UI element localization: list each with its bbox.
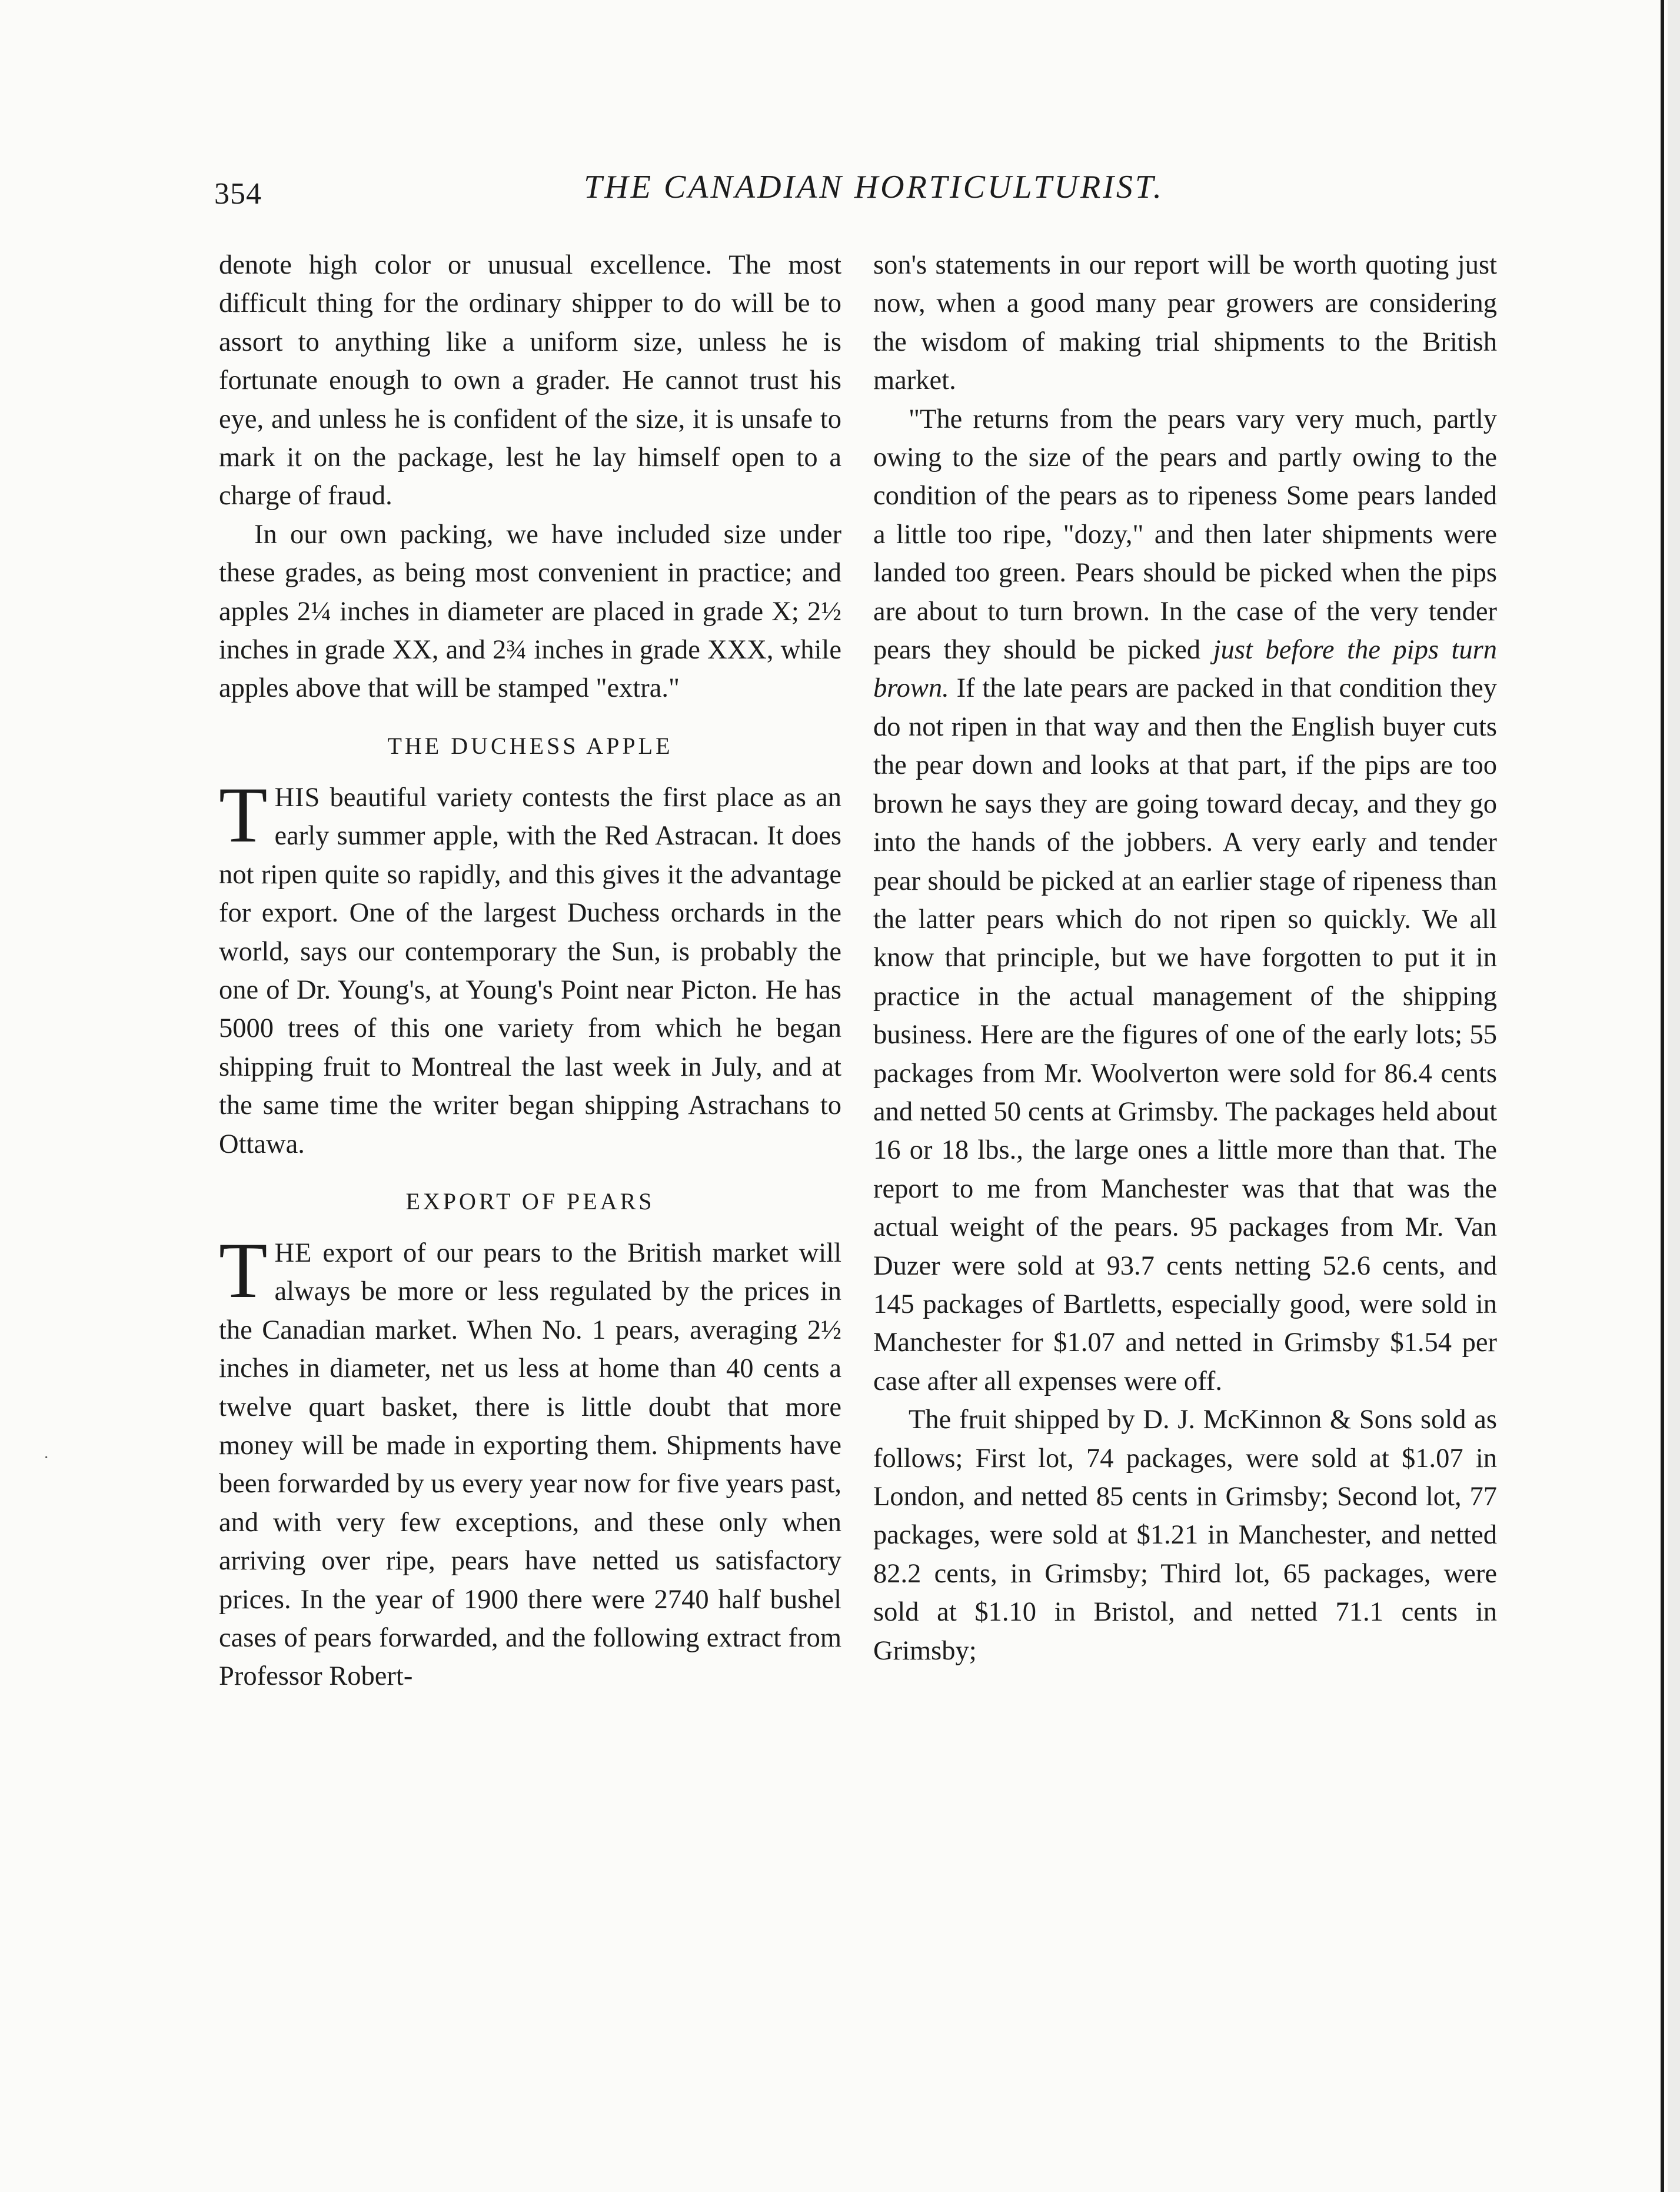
drop-cap: T	[219, 1226, 268, 1315]
paragraph: In our own packing, we have included size under these grades, as being most convenient in practice; and apples 2¼ inches in diameter are placed in grade X; 2½ inches in grade XX, and 2¾ inches in grade XXX, while apples above that will be stamped "extra."	[219, 519, 841, 704]
paragraph-text: If the late pears are packed in that condition they do not ripen in that way and then the English buyer cuts the pear down and looks at that part, if the pips are too brown he says they are going toward decay, and they go into the hands of the jobbers. A very early and tender pear should be picked at an earlier stage of ripeness than the latter pears which do not ripen so quickly. We all know that principle, but we have forgotten to put it in practice in the actual management of the shipping business. Here are the figures of one of the early lots; 55 packages from Mr. Woolverton were sold for 86.4 cents and netted 50 cents at Grimsby. The packages held about 16 or 18 lbs., the large ones a little more than that. The report to me from Manchester was that that was the actual weight of the pears. 95 packages from Mr. Van Duzer were sold at 93.7 cents netting 52.6 cents, and 145 packages of Bartletts, especially good, were sold in Manchester for $1.07 and netted in Grimsby $1.54 per case after all expenses were off.	[873, 673, 1497, 1396]
paragraph-text: beautiful variety contests the first place as an early summer apple, with the Red Astracan. It does not ripen quite so rapidly, and this gives it the advantage for export. One of the largest Duchess orchards in the world, says our contemporary the Sun, is probably the one of Dr. Young's, at Young's Point near Picton. He has 5000 trees of this one variety from which he began shipping fruit to Montreal the last week in July, and at the same time the writer began shipping Astrachans to Ottawa.	[219, 782, 841, 1159]
page-number: 354	[214, 177, 262, 211]
page-edge-shadow	[1668, 0, 1680, 2192]
left-column	[219, 246, 841, 1696]
section-heading-export-pears: EXPORT OF PEARS	[405, 1188, 655, 1215]
right-column	[873, 246, 1497, 1670]
paragraph-duchess	[219, 771, 841, 1163]
paragraph-quote	[873, 400, 1497, 1401]
paragraph: denote high color or unusual excellence. The most difficult thing for the ordinary shipper to do will be to assort to anything like a uniform size, unless he is fortunate enough to own a grader. He cannot trust his eye, and unless he is confident of the size, it is unsafe to mark it on the package, lest he lay himself open to a charge of fraud.	[219, 250, 841, 511]
running-title: THE CANADIAN HORTICULTURIST.	[584, 169, 1164, 205]
paragraph-text: export of our pears to the British market will always be more or less regulated by the prices in the Canadian market. When No. 1 pears, averaging 2½ inches in diameter, net us less at home than 40 cents a twelve quart basket, there is little doubt that more money will be made in exporting them. Shipments have been forwarded by us every year now for five years past, and with very few exceptions, and these only when arriving over ripe, pears have netted us satisfactory prices. In the year of 1900 there were 2740 half bushel cases of pears forwarded, and the following extract from Professor Robert-	[219, 1238, 841, 1692]
italic-emphasis: just before the pips turn brown.	[873, 635, 1497, 704]
page-edge-line	[1661, 0, 1664, 2192]
scan-speck: ·	[44, 1449, 49, 1467]
drop-cap: T	[219, 771, 268, 859]
paragraph-text: "The returns from the pears vary very much, partly owing to the size of the pears and partly owing to the condition of the pears as to ripeness Some pears landed a little too ripe, "dozy," and then later shipments were landed too green. Pears should be picked when the pips are about to turn brown. In the case of the very tender pears they should be picked	[873, 404, 1497, 666]
lead-word: HE	[274, 1238, 312, 1268]
paragraph: son's statements in our report will be worth quoting just now, when a good many pear growers are considering the wisdom of making trial shipments to the British market.	[873, 250, 1497, 396]
section-heading-duchess-apple: THE DUCHESS APPLE	[387, 732, 673, 759]
lead-word: HIS	[274, 782, 321, 813]
paragraph: The fruit shipped by D. J. McKinnon & Sons sold as follows; First lot, 74 packages, were sold at $1.07 in London, and netted 85 cents in Grimsby; Second lot, 77 packages, were sold at $1.21 in Manchester, and netted 82.2 cents, in Grimsby; Third lot, 65 packages, were sold at $1.10 in Bristol, and netted 71.1 cents in Grimsby;	[873, 1405, 1497, 1666]
paragraph-export	[219, 1226, 841, 1696]
